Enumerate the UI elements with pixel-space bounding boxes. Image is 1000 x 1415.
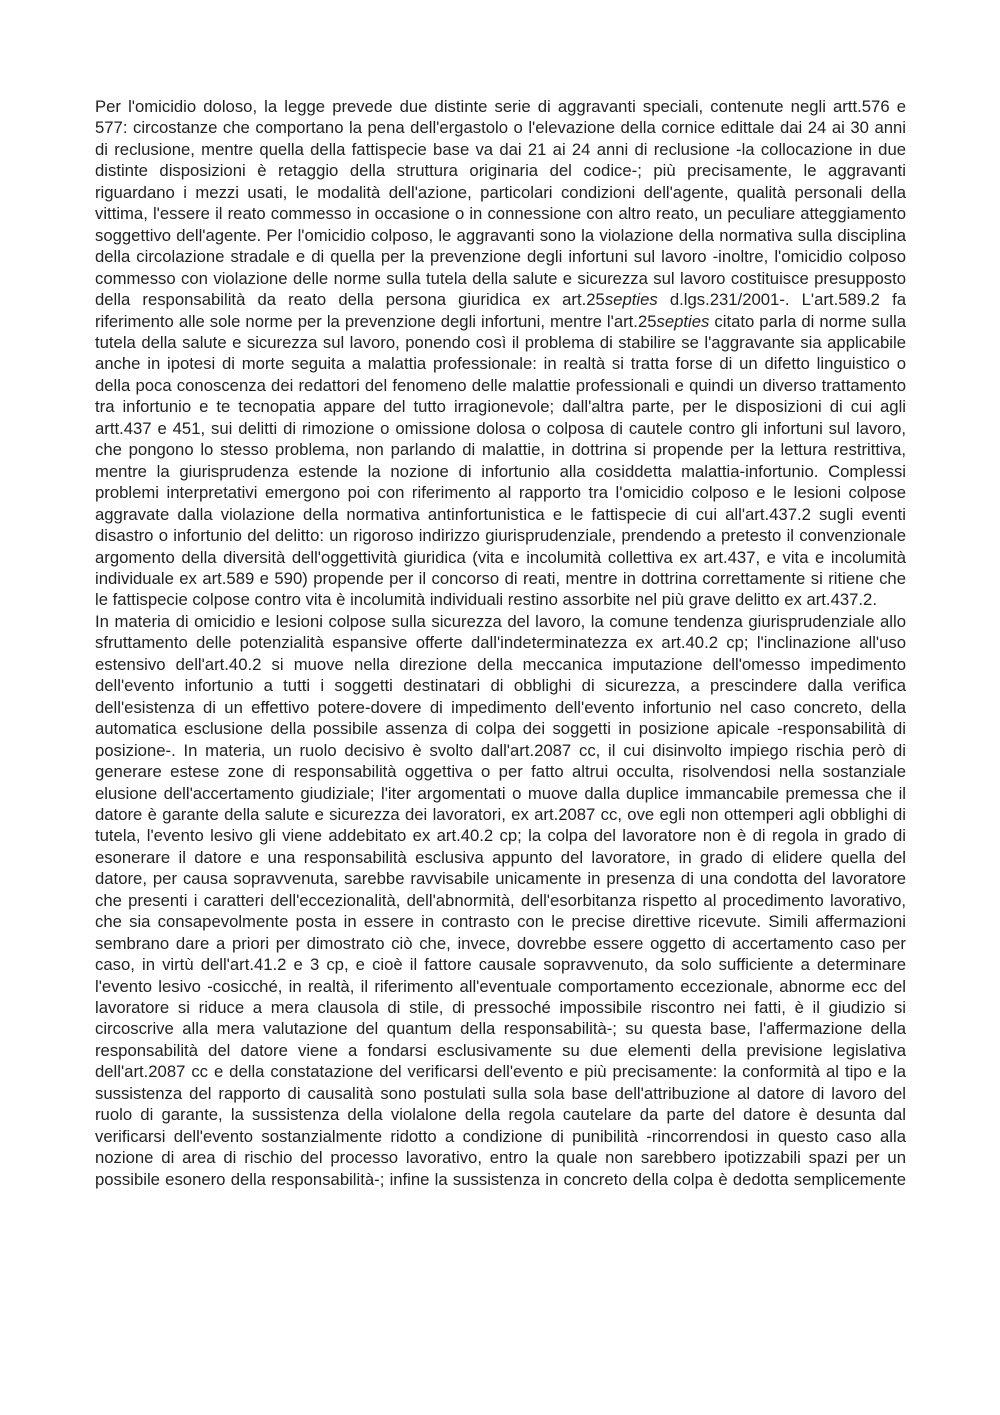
- document-body: [95, 96, 906, 1190]
- paragraph-1: [95, 96, 906, 611]
- paragraph-2: [95, 611, 906, 1190]
- paragraph-1-italic-term-2: septies: [656, 311, 710, 331]
- paragraph-1-text-3: citato parla di norme sulla tutela della salute e sicurezza sul lavoro, ponendo così il problema di stabilire se l'aggravante sia applicabile anche in ipotesi di morte seguita a malattia professionale: in realtà si tratta forse di un difetto linguistico o della poca conoscenza dei redattori del fenomeno delle malattie professionali e quindi un diverso trattamento tra infortunio e te tecnopatia appare del tutto irragionevole; dall'altra parte, per le disposizioni di cui agli artt.437 e 451, sui delitti di rimozione o omissione dolosa o colposa di cautele contro gli infortuni sul lavoro, che pongono lo stesso problema, non parlando di malattie, in dottrina si propende per la lettura restrittiva, mentre la giurisprudenza estende la nozione di infortunio alla cosiddetta malattia-infortunio. Complessi problemi interpretativi emergono poi con riferimento al rapporto tra l'omicidio colposo e le lesioni colpose aggravate dalla violazione della normativa antinfortunistica e le fattispecie di cui all'art.437.2 sugli eventi disastro o infortunio del delitto: un rigoroso indirizzo giurisprudenziale, prendendo a pretesto il convenzionale argomento della diversità dell'oggettività giuridica (vita e incolumità collettiva ex art.437, e vita e incolumità individuale ex art.589 e 590) propende per il concorso di reati, mentre in dottrina correttamente si ritiene che le fattispecie colpose contro vita è incolumità individuali restino assorbite nel più grave delitto ex art.437.2.: [95, 311, 906, 610]
- paragraph-1-italic-term-1: septies: [604, 290, 658, 310]
- paragraph-1-text-2: d.lgs.231/2001-. L'art.589.2 fa riferimento alle sole norme per la prevenzione degli infortuni, mentre l'art.25: [95, 290, 907, 331]
- paragraph-1-text-1: Per l'omicidio doloso, la legge prevede due distinte serie di aggravanti speciali, contenute negli artt.576 e 577: circostanze che comportano la pena dell'ergastolo o l'elevazione della cornice edittale dai 24 ai 30 anni di reclusione, mentre quella della fattispecie base va dai 21 ai 24 anni di reclusione -la collocazione in due distinte disposizioni è retaggio della struttura originaria del codice-; più precisamente, le aggravanti riguardano i mezzi usati, le modalità dell'azione, particolari condizioni dell'agente, qualità personali della vittima, l'essere il reato commesso in occasione o in connessione con altro reato, un peculiare atteggiamento soggettivo dell'agente. Per l'omicidio colposo, le aggravanti sono la violazione della normativa sulla disciplina della circolazione stradale e di quella per la prevenzione degli infortuni sul lavoro -inoltre, l'omicidio colposo commesso con violazione delle norme sulla tutela della salute e sicurezza sul lavoro costituisce presupposto della responsabilità da reato della persona giuridica ex art.25: [95, 97, 906, 310]
- paragraph-2-text-1: In materia di omicidio e lesioni colpose sulla sicurezza del lavoro, la comune tendenza giurisprudenziale allo sfruttamento delle potenzialità espansive offerte dall'indeterminatezza ex art.40.2 cp; l'inclinazione all'uso estensivo dell'art.40.2 si muove nella direzione della meccanica imputazione dell'omesso impedimento dell'evento infortunio a tutti i soggetti destinatari di obblighi di sicurezza, a prescindere dalla verifica dell'esistenza di un effettivo potere-dovere di impedimento dell'evento infortunio nel caso concreto, della automatica esclusione della possibile assenza di colpa dei soggetti in posizione apicale -responsabilità di posizione-. In materia, un ruolo decisivo è svolto dall'art.2087 cc, il cui disinvolto impiego rischia però di generare estese zone di responsabilità oggettiva o per fatto altrui occulta, risolvendosi nella sostanziale elusione dell'accertamento giudiziale; l'iter argomentati o muove dalla duplice immancabile premessa che il datore è garante della salute e sicurezza dei lavoratori, ex art.2087 cc, ove egli non ottemperi agli obblighi di tutela, l'evento lesivo gli viene addebitato ex art.40.2 cp; la colpa del lavoratore non è di regola in grado di esonerare il datore e una responsabilità esclusiva appunto del lavoratore, in grado di elidere quella del datore, per causa sopravvenuta, sarebbe ravvisabile unicamente in presenza di una condotta del lavoratore che presenti i caratteri dell'eccezionalità, dell'abnormità, dell'esorbitanza rispetto al procedimento lavorativo, che sia consapevolmente posta in essere in contrasto con le precise direttive ricevute. Simili affermazioni sembrano dare a priori per dimostrato ciò che, invece, dovrebbe essere oggetto di accertamento caso per caso, in virtù dell'art.41.2 e 3 cp, e cioè il fattore causale sopravvenuto, da solo sufficiente a determinare l'evento lesivo -cosicché, in realtà, il riferimento all'eventuale comportamento eccezionale, abnorme ecc del lavoratore si riduce a mera clausola di stile, di pressoché impossibile riscontro nei fatti, è il giudizio si circoscrive alla mera valutazione del quantum della responsabilità-; su questa base, l'affermazione della responsabilità del datore viene a fondarsi esclusivamente su due elementi della previsione legislativa dell'art.2087 cc e della constatazione del verificarsi dell'evento e più precisamente: la conformità al tipo e la sussistenza del rapporto di causalità sono postulati sulla sola base dell'attribuzione al datore di lavoro del ruolo di garante, la sussistenza della violalone della regola cautelare da parte del datore è desunta dal verificarsi dell'evento sostanzialmente ridotto a condizione di punibilità -rincorrendosi in questo caso alla nozione di area di rischio del processo lavorativo, entro la quale non sarebbero ipotizzabili spazi per un possibile esonero della responsabilità-; infine la sussistenza in concreto della colpa è dedotta semplicemente: [95, 611, 906, 1189]
